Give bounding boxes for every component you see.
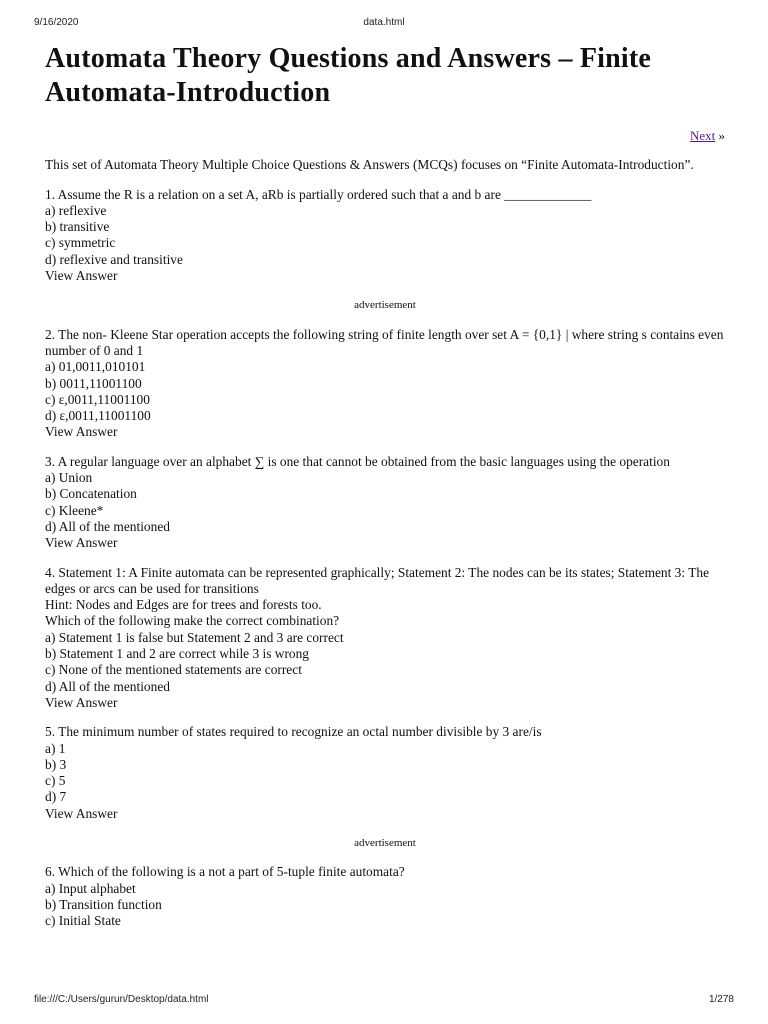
advertisement-label: advertisement: [354, 299, 416, 312]
print-date: 9/16/2020: [34, 17, 79, 28]
question-text: 1. Assume the R is a relation on a set A, aRb is partially ordered such that a and b are _____________: [45, 186, 592, 202]
intro-text: This set of Automata Theory Multiple Choice Questions & Answers (MCQs) focuses on “Finite Automata-Introduction”.: [45, 157, 694, 173]
option: c) Initial State: [45, 913, 121, 929]
print-page-number: 1/278: [708, 994, 734, 1005]
question-3: [45, 454, 725, 552]
question-text: 3. A regular language over an alphabet ∑ is one that cannot be obtained from the basic languages using the operation: [45, 453, 670, 469]
page-title: Automata Theory Questions and Answers – Finite Automata-Introduction: [45, 43, 652, 108]
option: b) 3: [45, 756, 67, 772]
option: c) symmetric: [45, 235, 116, 251]
print-title: data.html: [363, 17, 405, 28]
question-5: [45, 724, 725, 822]
option: a) reflexive: [45, 202, 107, 218]
question-6: [45, 864, 725, 929]
option: d) 7: [45, 789, 67, 805]
option: a) 1: [45, 740, 66, 756]
question-2: [45, 327, 725, 441]
view-answer-button[interactable]: View Answer: [45, 424, 118, 440]
option: c) None of the mentioned statements are correct: [45, 662, 302, 678]
option: d) All of the mentioned: [45, 518, 170, 534]
option: b) Concatenation: [45, 486, 137, 502]
view-answer-button[interactable]: View Answer: [45, 694, 118, 710]
view-answer-button[interactable]: View Answer: [45, 268, 118, 284]
question-1: [45, 187, 725, 285]
option: b) transitive: [45, 219, 110, 235]
option: b) Statement 1 and 2 are correct while 3 is wrong: [45, 646, 310, 662]
next-link[interactable]: Next: [689, 128, 716, 143]
view-answer-button[interactable]: View Answer: [45, 805, 118, 821]
question-text: 4. Statement 1: A Finite automata can be represented graphically; Statement 2: The nodes can be its states; Statement 3: The edges or arcs can be used for transitions: [45, 564, 710, 596]
option: b) Transition function: [45, 896, 162, 912]
advertisement-label: advertisement: [354, 836, 416, 849]
option: a) Union: [45, 470, 93, 486]
option: c) Kleene*: [45, 502, 104, 518]
option: a) 01,0011,010101: [45, 359, 146, 375]
question-text: 2. The non- Kleene Star operation accepts the following string of finite length over set A = {0,1} | where string s contains even number of 0 and 1: [45, 326, 724, 358]
option: a) Input alphabet: [45, 880, 136, 896]
option: b) 0011,11001100: [45, 375, 142, 391]
option: d) ε,0011,11001100: [45, 408, 151, 424]
option: a) Statement 1 is false but Statement 2 and 3 are correct: [45, 629, 344, 645]
next-nav: [45, 128, 725, 144]
question-text: 5. The minimum number of states required to recognize an octal number divisible by 3 are/is: [45, 724, 542, 740]
next-arrow: »: [718, 128, 725, 143]
question-4: [45, 565, 725, 712]
print-file-path: file:///C:/Users/gurun/Desktop/data.html: [34, 994, 209, 1005]
question-hint: Hint: Nodes and Edges are for trees and forests too.: [45, 597, 322, 613]
question-prompt: Which of the following make the correct combination?: [45, 613, 340, 629]
article: [45, 40, 725, 929]
option: d) reflexive and transitive: [45, 251, 183, 267]
option: d) All of the mentioned: [45, 678, 170, 694]
question-text: 6. Which of the following is a not a part of 5-tuple finite automata?: [45, 864, 405, 880]
view-answer-button[interactable]: View Answer: [45, 535, 118, 551]
option: c) 5: [45, 773, 66, 789]
option: c) ε,0011,11001100: [45, 391, 150, 407]
